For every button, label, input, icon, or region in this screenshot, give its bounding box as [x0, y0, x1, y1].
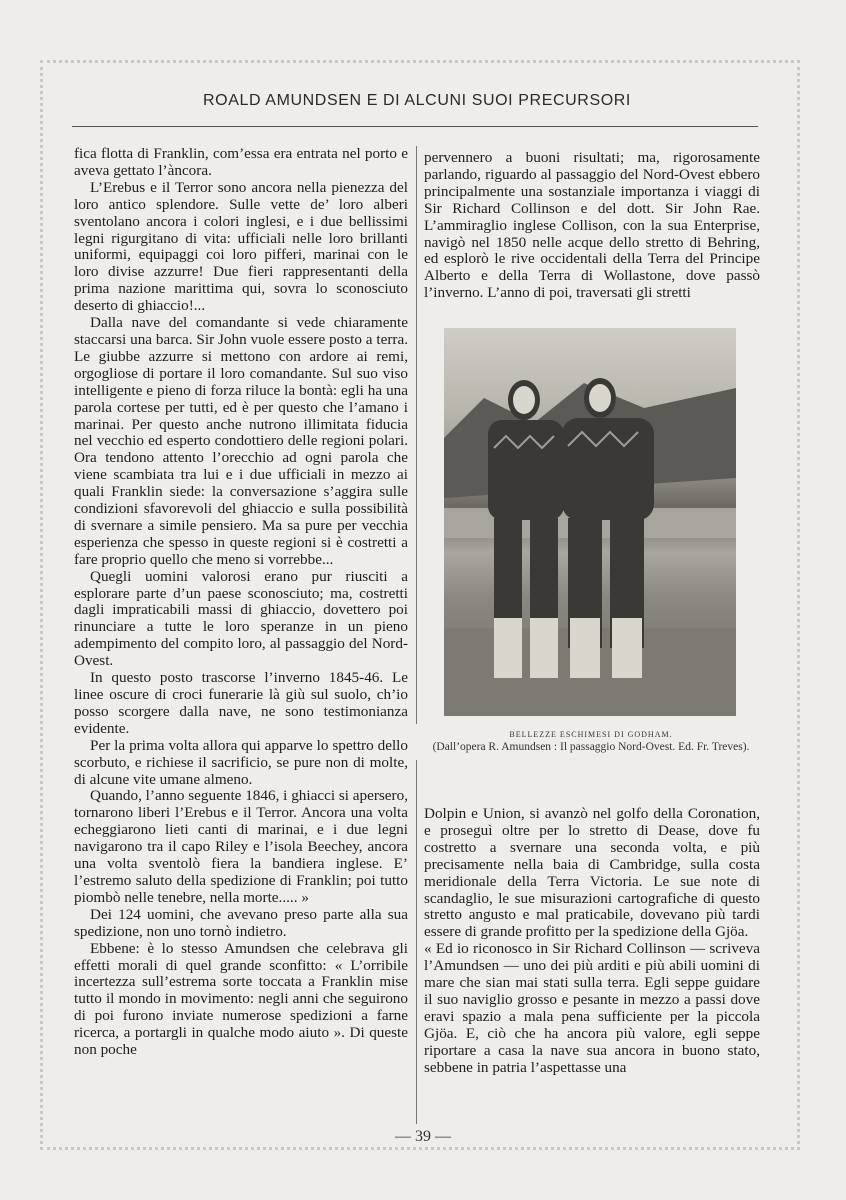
paragraph: Dei 124 uomini, che avevano preso parte alla sua spedizione, non uno tornò indietro.: [74, 905, 408, 940]
photo-two-inuit-women: [444, 328, 736, 716]
paragraph: fica flotta di Franklin, com’essa era entrata nel porto e aveva gettato l’àncora.: [74, 145, 408, 179]
column-divider: [416, 760, 417, 1124]
paragraph: Dolpin e Union, si avanzò nel golfo della Coronation, e proseguì oltre per lo stretto di Dease, dove fu costretto a svernare una seconda volta, e più precisamente nella baia di Cambridge, sulla costa meridionale della Terra Victoria. Le sue note di scandaglio, le sue misurazioni cartografiche di questo stretto angusto e mal praticabile, dovevano più tardi essere di grande profitto per la spedizione della Gjöa.: [424, 805, 760, 941]
photo-illustration: [444, 328, 736, 716]
right-column-top: [424, 150, 760, 302]
paragraph: Quando, l’anno seguente 1846, i ghiacci si apersero, tornarono liberi l’Erebus e il Terror. Ancora una volta echeggiarono lieti canti di marinai, e i due legni navigarono tra il capo Riley e l’isola Beechey, ancora una volta sventolò fiera la bandiera inglese. E’ l’estremo saluto della spedizione di Franklin; poi tutto piombò nelle tenebre, nella morte..... »: [74, 787, 408, 906]
paragraph: Per la prima volta allora qui apparve lo spettro dello scorbuto, e richiese il sacrificio, se pure non di molte, di alcune vite umane almeno.: [74, 736, 408, 788]
running-header: ROALD AMUNDSEN E DI ALCUNI SUOI PRECURSORI: [203, 92, 631, 109]
paragraph: pervennero a buoni risultati; ma, rigorosamente parlando, riguardo al passaggio del Nord-Ovest ebbero principalmente una sostanziale importanza i viaggi di Sir Richard Collinson e del dott. Sir John Rae. L’ammiraglio inglese Collison, con la sua Enterprise, navigò nel 1850 nelle acque dello stretto di Behring, ed esplorò le rive occidentali della Terra del Principe Alberto e della Terra di Wollastone, dove passò l’inverno. L’anno di poi, traversati gli stretti: [424, 149, 760, 302]
paragraph: In questo posto trascorse l’inverno 1845-46. Le linee oscure di croci funerarie là giù sul suolo, ch’io posso scorgere dalla nave, ne sono testimonianza evidente.: [74, 669, 408, 737]
caption-title: BELLEZZE ESCHIMESI DI GODHAM.: [509, 730, 673, 739]
photo-caption: [432, 728, 750, 754]
paragraph: « Ed io riconosco in Sir Richard Collinson — scriveva l’Amundsen — uno dei più arditi e più abili uomini di mare che sian mai stati sulla terra. Egli seppe guidare il suo naviglio grosso e pesante in mezzo a passi dove eravi spazio a mala pena sufficiente per la piccola Gjöa. E, ciò che ha ancora più valore, egli seppe riportare a casa la nave sua ancora in buono stato, sebbene in patria l’aspettasse una: [424, 940, 760, 1076]
column-divider: [416, 146, 417, 724]
caption-credit: (Dall’opera R. Amundsen : Il passaggio Nord-Ovest. Ed. Fr. Treves).: [432, 741, 750, 753]
right-column-bottom: [424, 806, 760, 1077]
page-number: — 39 —: [395, 1128, 451, 1145]
paragraph: Dalla nave del comandante si vede chiaramente staccarsi una barca. Sir John vuole essere posto a terra. Le giubbe azzurre si mettono con ardore ai remi, orgogliose di portare il loro comandante. Sul suo viso intelligente e pieno di forza riluce la bontà: egli ha una parola cortese per tutti, ed è per questo che l’amano i marinai. Per questo anche nutrono illimitata fiducia nel vecchio ed esperto condottiero delle regioni polari. Ora tendono attento l’orecchio ad ogni parola che viene scambiata tra lui e i due ufficiali in mezzo ai quali Franklin siede: la conversazione s’aggira sulle condizioni sfavorevoli del ghiaccio e sulla possibilità di svernare a simile pensiero. Ma sa pure per vecchia esperienza che spesso in queste regioni si è costretti a fare proprio quello che meno si vorrebbe...: [74, 314, 408, 568]
paragraph: L’Erebus e il Terror sono ancora nella pienezza del loro antico splendore. Sulle vette de’ loro alberi sventolano ancora i colori inglesi, e i due bellissimi legni rigurgitano di vita: ufficiali nelle loro brillanti uniformi, equipaggi coi loro pifferi, marinai con le loro divise azzurre! Due fieri rappresentanti della prima nazione marittima qui, sovra lo sconosciuto deserto di ghiaccio!...: [74, 178, 408, 315]
left-column: [74, 146, 408, 1059]
paragraph: Quegli uomini valorosi erano pur riusciti a esplorare parte d’un paese sconosciuto; ma, costretti dagli impraticabili massi di ghiaccio, dovettero poi rinunciare a tutte le loro speranze in un pieno adempimento del compito loro, al passaggio del Nord-Ovest.: [74, 567, 408, 670]
header-rule: [72, 126, 758, 127]
paragraph: Ebbene: è lo stesso Amundsen che celebrava gli effetti morali di quel grande sconfitto: « L’orribile incertezza sull’estrema sorte toccata a Franklin mise tutto il mondo in movimento: negli anni che seguirono di poi furono inviate numerose spedizioni a farne ricerca, a portargli in qualche modo aiuto ». Di queste non poche: [74, 939, 408, 1059]
